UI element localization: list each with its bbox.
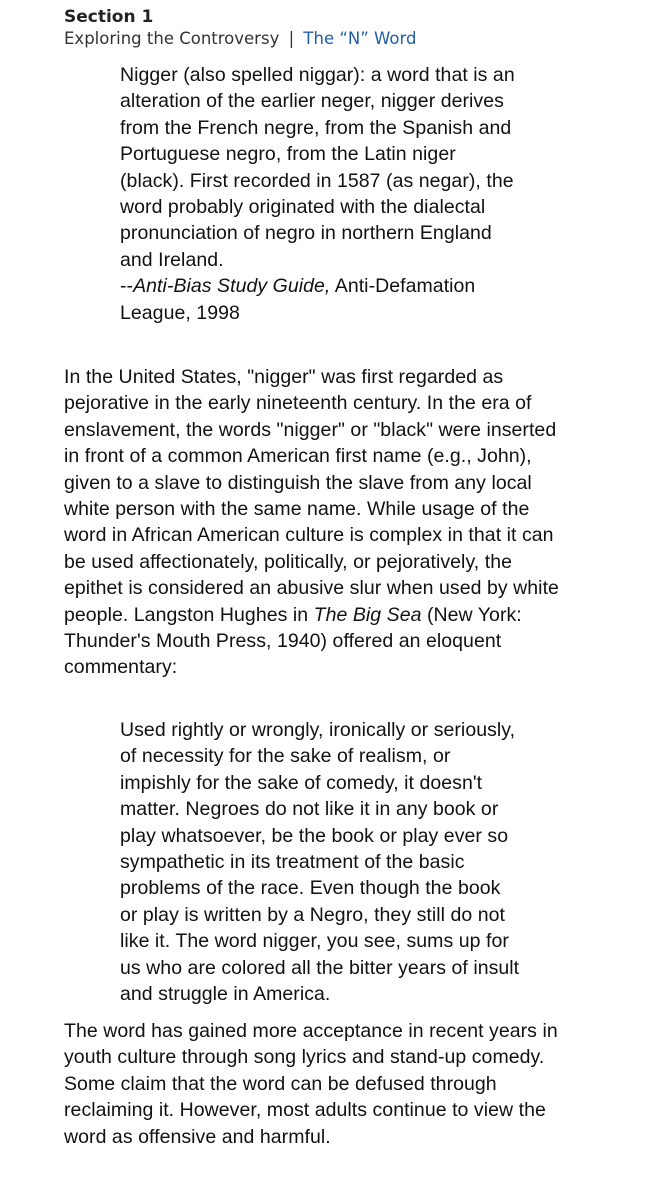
quote-line: like it. The word nigger, you see, sums up for	[120, 930, 509, 953]
quote-line: word probably originated with the dialectal	[120, 196, 486, 219]
citation-prefix: --	[120, 275, 134, 298]
quote-line: Nigger (also spelled niggar): a word that is an	[120, 64, 515, 86]
quote-line: matter. Negroes do not like it in any book or	[120, 798, 499, 821]
quote-line: impishly for the sake of comedy, it doesn't	[120, 771, 483, 794]
paragraph-line: given to a slave to distinguish the slave from any local	[64, 471, 532, 494]
citation-title: Anti-Bias Study Guide,	[133, 275, 331, 298]
title-separator: |	[288, 29, 295, 48]
line-text: (New York:	[421, 603, 522, 626]
chapter-title: Exploring the Controversy	[64, 29, 280, 48]
citation-line-2: League, 1998	[120, 301, 240, 324]
paragraph-line: word as offensive and harmful.	[64, 1125, 331, 1148]
paragraph-line	[64, 602, 559, 628]
quote-line: play whatsoever, be the book or play ever so	[120, 824, 509, 847]
paragraph-line: enslavement, the words "nigger" or "black" were inserted	[64, 418, 557, 441]
definition-blockquote	[120, 62, 515, 326]
body-paragraph-1	[64, 364, 559, 681]
paragraph-line: white person with the same name. While usage of the	[64, 498, 530, 521]
section-subtitle	[64, 28, 626, 50]
paragraph-line: reclaiming it. However, most adults continue to view the	[64, 1099, 546, 1122]
paragraph-line: word in African American culture is complex in that it can	[64, 524, 554, 547]
quote-line: or play is written by a Negro, they still do not	[120, 903, 505, 926]
quote-line: and Ireland.	[120, 248, 224, 271]
paragraph-line: epithet is considered an abusive slur when used by white	[64, 577, 559, 600]
section-title: Section 1	[64, 7, 154, 27]
citation	[120, 273, 515, 299]
quote-line: sympathetic in its treatment of the basic	[120, 851, 465, 874]
paragraph-line: Some claim that the word can be defused through	[64, 1072, 497, 1095]
quote-line: us who are colored all the bitter years of insult	[120, 956, 520, 979]
citation-org: Anti-Defamation	[330, 275, 476, 298]
page-header	[64, 6, 626, 50]
paragraph-line: youth culture through song lyrics and stand-up comedy.	[64, 1046, 545, 1069]
body-paragraph-2	[64, 1018, 558, 1150]
paragraph-line: be used affectionately, politically, or pejoratively, the	[64, 550, 512, 573]
hughes-blockquote	[120, 717, 519, 1007]
paragraph-line: in front of a common American first name (e.g., John),	[64, 445, 532, 468]
quote-line: alteration of the earlier neger, nigger derives	[120, 90, 504, 113]
paragraph-line: commentary:	[64, 656, 178, 679]
paragraph-line: The word has gained more acceptance in recent years in	[64, 1020, 558, 1042]
paragraph-line: In the United States, "nigger" was first regarded as	[64, 366, 504, 388]
quote-line: from the French negre, from the Spanish and	[120, 116, 512, 139]
paragraph-line: pejorative in the early nineteenth century. In the era of	[64, 392, 532, 415]
line-text: people. Langston Hughes in	[64, 603, 314, 626]
quote-line: (black). First recorded in 1587 (as negar), the	[120, 169, 514, 192]
quote-line: problems of the race. Even though the book	[120, 877, 501, 900]
quote-line: and struggle in America.	[120, 983, 331, 1006]
quote-line: pronunciation of negro in northern England	[120, 222, 492, 245]
quote-line: of necessity for the sake of realism, or	[120, 745, 451, 768]
quote-line: Used rightly or wrongly, ironically or seriously,	[120, 719, 516, 741]
topic-title: The “N” Word	[303, 29, 417, 48]
book-title: The Big Sea	[313, 603, 422, 626]
quote-line: Portuguese negro, from the Latin niger	[120, 143, 456, 166]
paragraph-line: Thunder's Mouth Press, 1940) offered an eloquent	[64, 630, 502, 653]
